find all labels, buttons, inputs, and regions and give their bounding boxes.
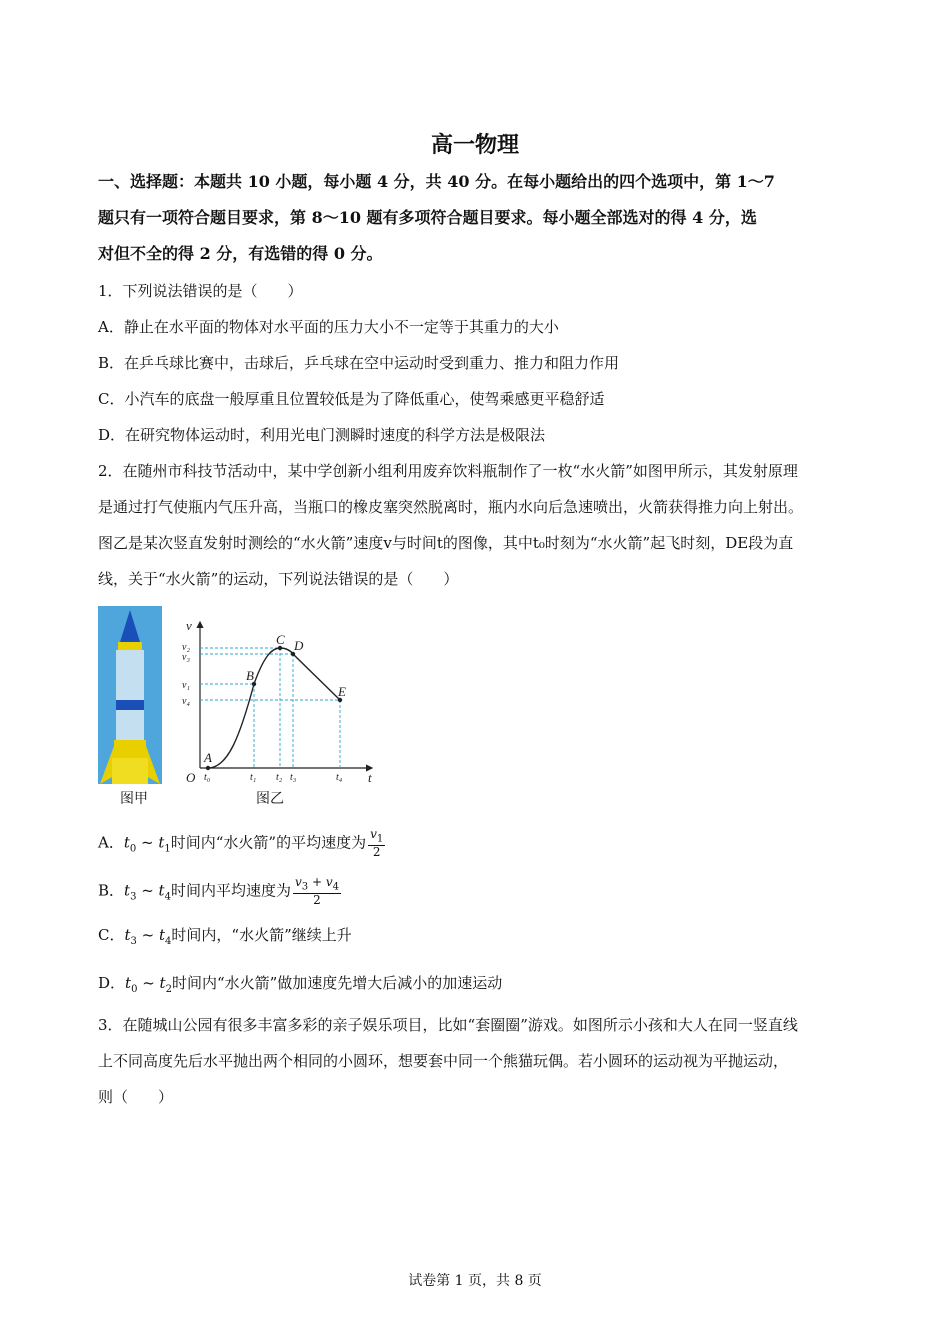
point-e-label: E — [338, 684, 346, 699]
point-c-label: C — [276, 632, 285, 647]
q2-stem-line-4: 线，关于“水火箭”的运动，下列说法错误的是（ ） — [98, 570, 459, 588]
point-a — [206, 766, 210, 770]
water-rocket-photo — [98, 606, 162, 784]
axis-t-label: t — [368, 770, 372, 785]
tick-v1: v₁ — [182, 680, 190, 691]
q2-option-d: D．$t_0$ ~ $t_2$时间内“水火箭”做加速度先增大后减小的加速运动 — [98, 974, 503, 995]
tick-v4: v₄ — [182, 696, 190, 707]
q1-stem: 1．下列说法错误的是（ ） — [98, 282, 303, 300]
q2-stem-line-2: 是通过打气使瓶内气压升高，当瓶口的橡皮塞突然脱离时，瓶内水向后急速喷出，火箭获得推力向上射出。 — [98, 498, 804, 516]
q3-stem-line-2: 上不同高度先后水平抛出两个相同的小圆环，想要套中同一个熊猫玩偶。若小圆环的运动视为平抛运动， — [98, 1052, 789, 1070]
page-footer: 试卷第 1 页，共 8 页 — [408, 1273, 542, 1289]
tick-v3: v₃ — [182, 652, 190, 663]
q2-stem-line-1: 2．在随州市科技节活动中，某中学创新小组利用废弃饮料瓶制作了一枚“水火箭”如图甲所示，其发射原理 — [98, 462, 798, 480]
q3-stem-line-1: 3．在随城山公园有很多丰富多彩的亲子娱乐项目，比如“套圈圈”游戏。如图所示小孩和大人在同一竖直线 — [98, 1016, 798, 1034]
tick-t4: t₄ — [336, 772, 343, 783]
velocity-time-graph — [180, 616, 380, 786]
q1-option-c: C．小汽车的底盘一般厚重且位置较低是为了降低重心，使驾乘感更平稳舒适 — [98, 390, 605, 408]
tick-t1: t₁ — [250, 772, 257, 783]
point-a-label: A — [204, 750, 212, 765]
tick-t2: t₂ — [276, 772, 283, 783]
fig-caption-a: 图甲 — [120, 791, 148, 807]
q2-option-a: A．$t_0$ ~ $t_1$时间内“水火箭”的平均速度为 $\frac{v_1}{2}$ — [98, 827, 384, 860]
section-instructions-line-3: 对但不全的得 2 分，有选错的得 0 分。 — [98, 244, 383, 263]
q2-stem-line-3: 图乙是某次竖直发射时测绘的“水火箭”速度v与时间t的图像，其中t₀时刻为“水火箭”起飞时刻，DE段为直 — [98, 534, 794, 552]
point-d-label: D — [294, 638, 304, 653]
tick-t3: t₃ — [290, 772, 297, 783]
section-instructions-line-1: 一、选择题：本题共 10 小题，每小题 4 分，共 40 分。在每小题给出的四个选项中，第 1～7 — [98, 172, 775, 191]
q1-option-d: D．在研究物体运动时，利用光电门测瞬时速度的科学方法是极限法 — [98, 426, 546, 444]
fig-caption-b: 图乙 — [256, 791, 284, 807]
tick-v2: v₂ — [182, 642, 190, 653]
section-instructions-line-2: 题只有一项符合题目要求，第 8～10 题有多项符合题目要求。每小题全部选对的得 4 分，选 — [98, 208, 757, 227]
axis-v-label: v — [186, 618, 192, 633]
q2-option-b: B．$t_3$ ~ $t_4$时间内平均速度为 $\frac{v_3 + v_4}{2}$ — [98, 875, 339, 908]
q3-stem-line-3: 则（ ） — [98, 1088, 174, 1106]
velocity-curve — [208, 648, 340, 768]
q2-option-c: C．$t_3$ ~ $t_4$时间内，“水火箭”继续上升 — [98, 926, 352, 947]
point-b-label: B — [246, 668, 254, 683]
q1-option-a: A．静止在水平面的物体对水平面的压力大小不一定等于其重力的大小 — [98, 318, 559, 336]
page-title: 高一物理 — [430, 132, 519, 158]
q1-option-b: B．在乒乓球比赛中，击球后，乒乓球在空中运动时受到重力、推力和阻力作用 — [98, 354, 620, 372]
tick-t0: t₀ — [204, 772, 211, 783]
origin-label: O — [186, 770, 196, 785]
